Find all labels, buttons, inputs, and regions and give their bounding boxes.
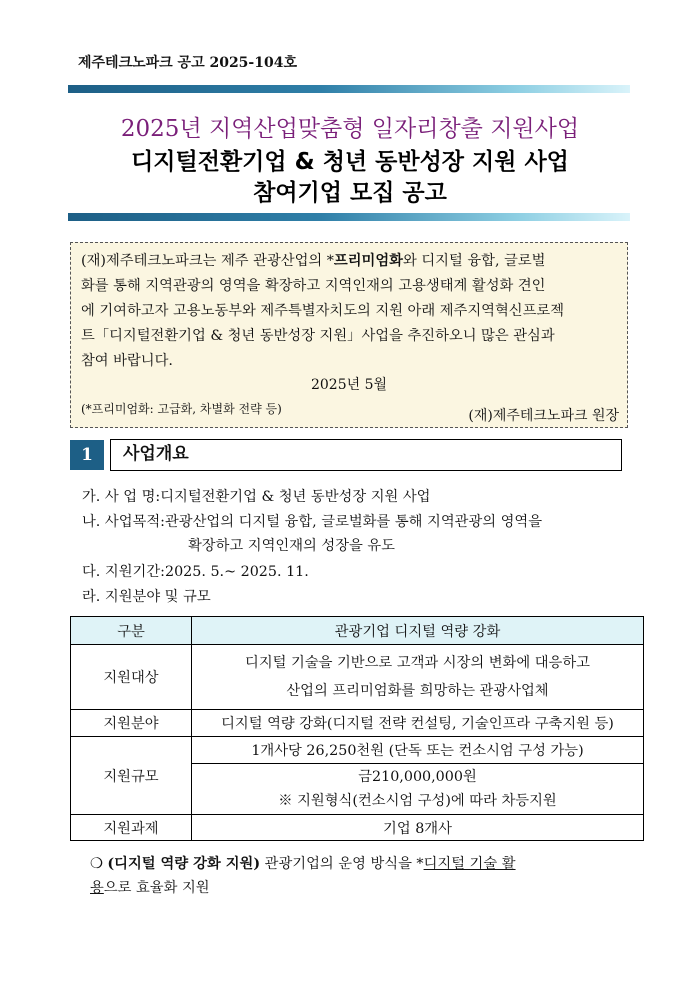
table-cell-label: 지원과제 — [71, 815, 192, 841]
table-row — [71, 737, 644, 764]
table-cell-value: 디지털 역량 강화(디지털 전략 컨설팅, 기술인프라 구축지원 등) — [192, 710, 644, 737]
header-divider-bottom — [68, 213, 630, 221]
notice-date: 2025년 5월 — [310, 377, 388, 393]
table-cell-label: 지원대상 — [71, 645, 192, 710]
overview-item-scale — [82, 586, 211, 606]
table-header-program: 관광기업 디지털 역량 강화 — [192, 617, 644, 645]
bullet-underlined-a: 디지털 기술 활 — [423, 856, 516, 872]
intro-box — [70, 242, 628, 428]
notice-number: 제주테크노파크 공고 2025-104호 — [78, 55, 297, 71]
intro-line4: 트「디지털전환기업 & 청년 동반성장 지원」사업을 추진하오니 많은 관심과 — [81, 328, 555, 344]
premium-footnote: (*프리미엄화: 고급화, 차별화 전략 등) — [81, 402, 282, 416]
page-title-line1: 디지털전환기업 & 청년 동반성장 지원 사업 — [131, 149, 569, 175]
target-line1: 디지털 기술을 기반으로 고객과 시장의 변화에 대응하고 — [245, 655, 590, 671]
bullet-underlined-b: 용 — [90, 880, 104, 896]
overview-label: 다. 지원기간: — [82, 564, 165, 580]
overview-value: 2025. 5.~ 2025. 11. — [164, 564, 309, 580]
overview-item-purpose-cont — [188, 535, 395, 555]
table-row — [71, 645, 644, 710]
intro-line1-bold: 프리미엄화 — [333, 253, 403, 269]
bullet-text-a: 관광기업의 운영 방식을 * — [260, 856, 424, 872]
bullet-text-b: 으로 효율화 지원 — [103, 880, 210, 896]
overview-item-name — [82, 486, 430, 506]
intro-line1-b: 와 디지털 융합, 글로벌 — [402, 253, 546, 269]
table-cell-value: 1개사당 26,250천원 (단독 또는 컨소시엄 구성 가능) — [192, 737, 644, 764]
overview-label: 가. 사 업 명: — [82, 489, 161, 505]
table-cell-value: 기업 8개사 — [192, 815, 644, 841]
section-title: 사업개요 — [110, 439, 622, 471]
scale-note: ※ 지원형식(컨소시엄 구성)에 따라 차등지원 — [278, 793, 557, 809]
bullet-heading: (디지털 역량 강화 지원) — [107, 856, 261, 872]
table-cell-value — [192, 645, 644, 710]
support-bullet — [90, 852, 638, 900]
overview-value: 디지털전환기업 & 청년 동반성장 지원 사업 — [160, 489, 431, 505]
table-header-row — [71, 617, 644, 645]
intro-line3: 에 기여하고자 고용노동부와 제주특별자치도의 지원 아래 제주지역혁신프로젝 — [81, 303, 565, 319]
overview-label: 나. 사업목적: — [82, 514, 165, 530]
overview-value: 관광산업의 디지털 융합, 글로벌화를 통해 지역관광의 영역을 — [164, 514, 543, 530]
intro-line1-a: (재)제주테크노파크는 제주 관광산업의 * — [81, 253, 334, 269]
header-divider-top — [68, 85, 630, 93]
scale-total: 금210,000,000원 — [358, 769, 477, 785]
program-subtitle: 2025년 지역산업맞춤형 일자리창출 지원사업 — [120, 116, 580, 142]
signature: (재)제주테크노파크 원장 — [468, 408, 619, 424]
intro-line5: 참여 바랍니다. — [81, 353, 173, 369]
table-row — [71, 815, 644, 841]
table-header-category: 구분 — [71, 617, 192, 645]
circle-bullet-icon: ❍ — [90, 856, 103, 872]
intro-line2: 화를 통해 지역관광의 영역을 확장하고 지역인재의 고용생태계 활성화 견인 — [81, 278, 546, 294]
overview-item-purpose — [82, 511, 542, 531]
table-cell-value — [192, 764, 644, 815]
table-cell-label: 지원분야 — [71, 710, 192, 737]
overview-label: 라. 지원분야 및 규모 — [82, 589, 211, 605]
support-table — [70, 616, 644, 841]
table-cell-label: 지원규모 — [71, 737, 192, 815]
target-line2: 산업의 프리미엄화를 희망하는 관광사업체 — [286, 683, 549, 699]
intro-paragraph — [81, 249, 619, 374]
overview-item-period — [82, 561, 309, 581]
page-title-line2: 참여기업 모집 공고 — [253, 180, 447, 206]
section-number: 1 — [70, 440, 104, 470]
overview-value: 확장하고 지역인재의 성장을 유도 — [188, 538, 395, 554]
table-row — [71, 710, 644, 737]
